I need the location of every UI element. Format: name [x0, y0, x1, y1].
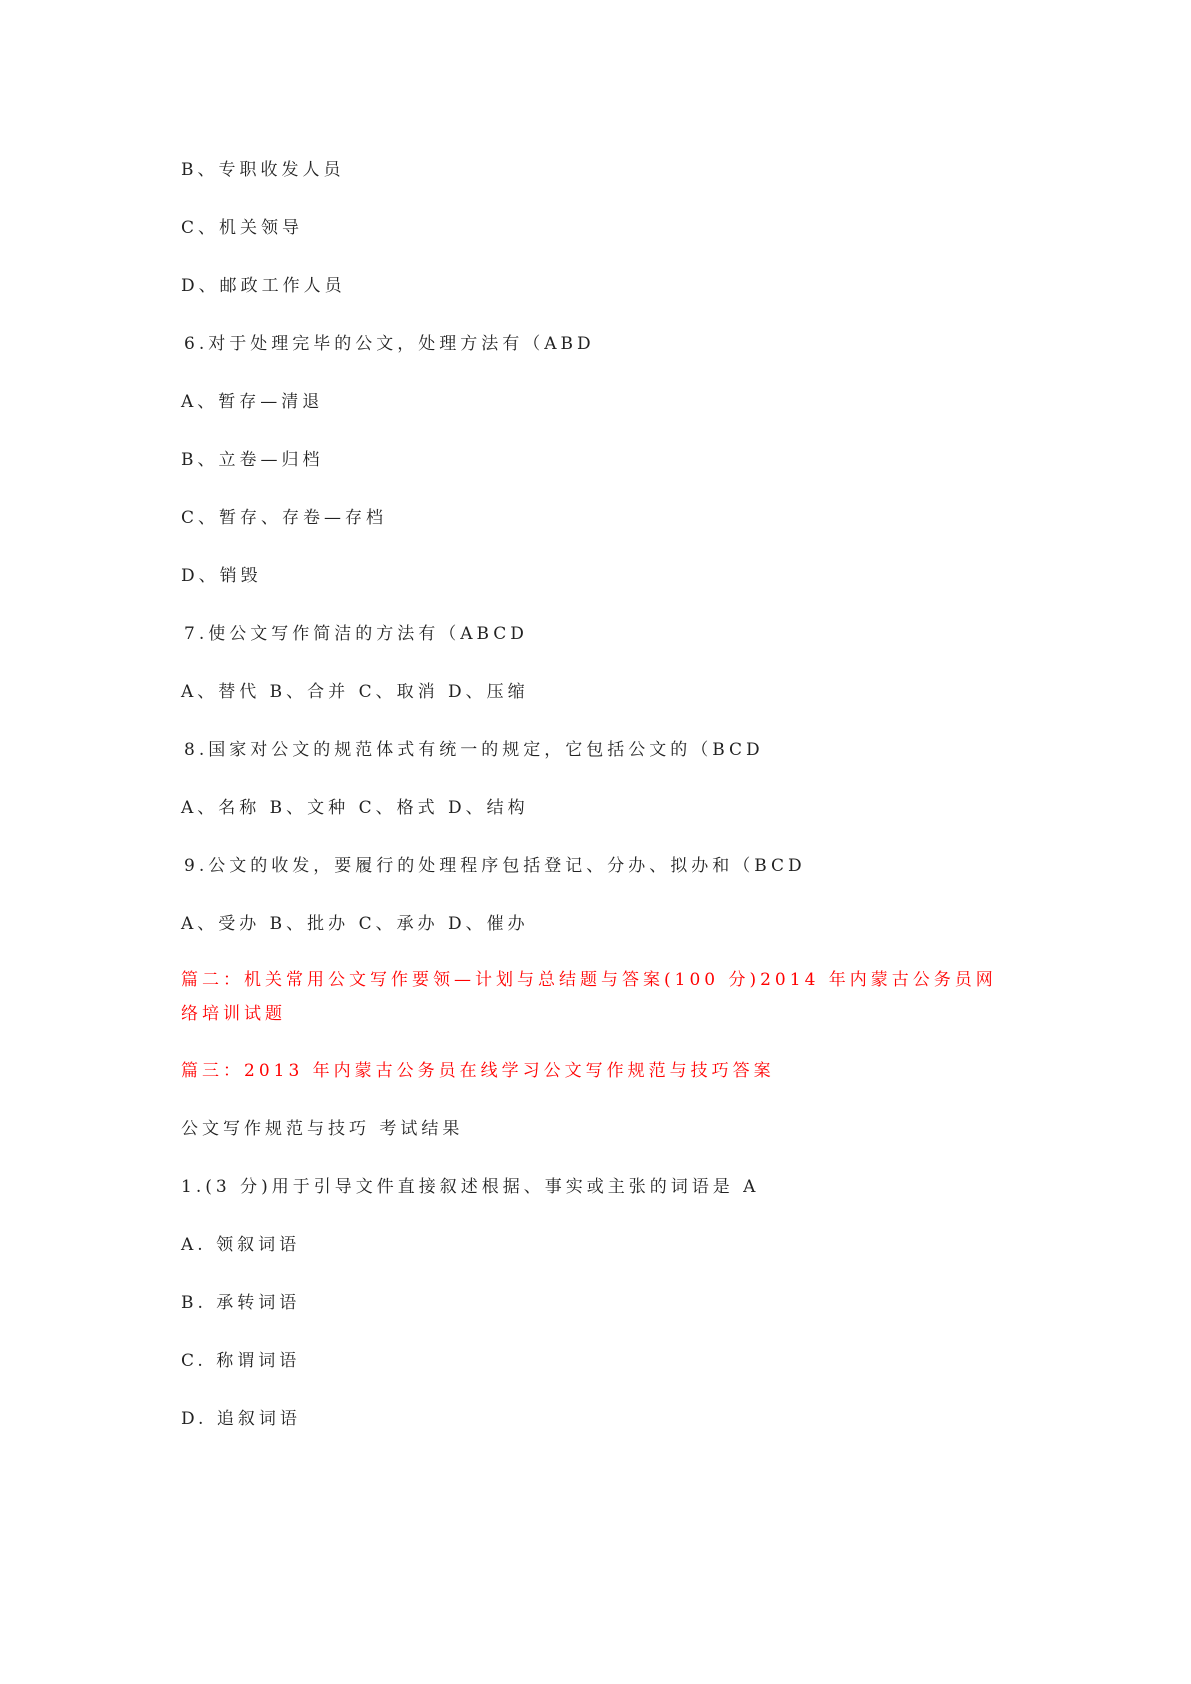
option-c-leader: C、机关领导	[181, 218, 304, 238]
option-d-postal: D、邮政工作人员	[181, 276, 346, 296]
question-7: 7.使公文写作简洁的方法有（ABCD	[184, 624, 528, 644]
section-heading-2: 篇二：机关常用公文写作要领—计划与总结题与答案(100 分)2014 年内蒙古公务员网络培训试题	[181, 970, 997, 1024]
section-heading-3: 篇三：2013 年内蒙古公务员在线学习公文写作规范与技巧答案	[181, 1061, 775, 1081]
q7-options: A、替代 B、合并 C、取消 D、压缩	[181, 682, 529, 702]
q1-option-b: B. 承转词语	[181, 1293, 301, 1313]
q9-options: A、受办 B、批办 C、承办 D、催办	[181, 914, 529, 934]
question-6: 6.对于处理完毕的公文，处理方法有（ABD	[184, 334, 595, 354]
q8-options: A、名称 B、文种 C、格式 D、结构	[181, 798, 529, 818]
exam-result-title: 公文写作规范与技巧 考试结果	[181, 1119, 464, 1139]
q6-option-c: C、暂存、存卷—存档	[181, 508, 388, 528]
q1-option-d: D. 追叙词语	[181, 1409, 301, 1429]
question-9: 9.公文的收发，要履行的处理程序包括登记、分办、拟办和（BCD	[184, 856, 806, 876]
question-1: 1.(3 分)用于引导文件直接叙述根据、事实或主张的词语是 A	[181, 1177, 760, 1197]
q6-option-b: B、立卷—归档	[181, 450, 324, 470]
q1-option-a: A. 领叙词语	[181, 1235, 301, 1255]
q6-option-a: A、暂存—清退	[181, 392, 324, 412]
question-8: 8.国家对公文的规范体式有统一的规定，它包括公文的（BCD	[184, 740, 764, 760]
option-b-receiver: B、专职收发人员	[181, 160, 345, 180]
q1-option-c: C. 称谓词语	[181, 1351, 301, 1371]
q6-option-d: D、销毁	[181, 566, 262, 586]
